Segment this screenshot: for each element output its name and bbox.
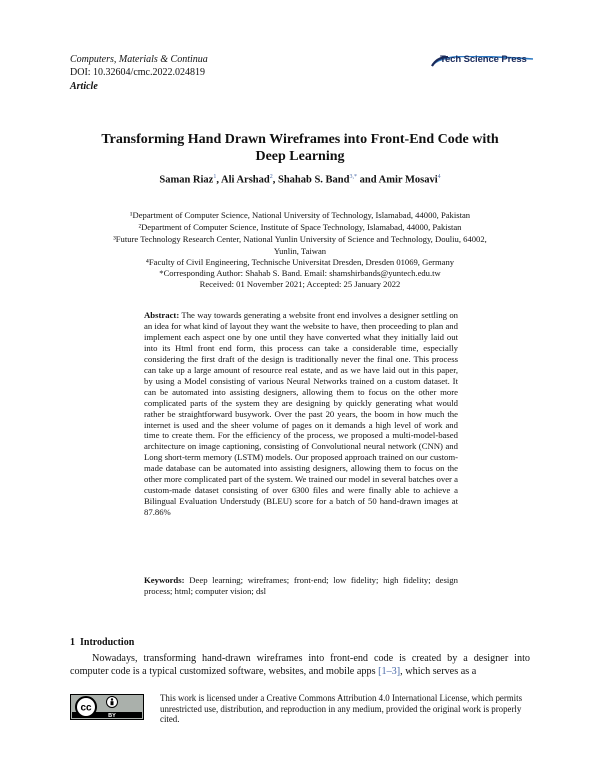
section-number: 1 <box>70 637 75 648</box>
affiliation-4: ⁴Faculty of Civil Engineering, Technische Universitat Dresden, Dresden 01069, Germany <box>145 257 455 267</box>
license-text: This work is licensed under a Creative Commons Attribution 4.0 International License, which permits unrestricted use, distribution, and reproduction in any medium, provided the original work is properly cited. <box>160 693 523 725</box>
by-text: BY <box>108 713 116 719</box>
section-heading <box>70 637 134 648</box>
publisher-logo-text: Tech Science Press <box>440 54 527 65</box>
abstract-text: The way towards generating a website front end involves a designer settling on an idea for what kind of layout they want the website to have, then proceeding to plan and implement each aspect one by one until they have converted what they initially laid out into its Html front end form, this process can take a considerable time, especially considering the first draft of the design is traditionally never the final one. This process can take up a large amount of resource real estate, and as we have laid out in this paper, by using a Model consisting of various Neural Networks trained on a custom dataset. It can be automated into assisting designers, allowing them to focus on the other more complicated parts of the system they are designing by quickly generating what would rather be straightforward busywork. Over the past 20 years, the boom in how much the internet is used and the sheer volume of pages on it demands a high level of work and time to create them. For the efficiency of the process, we proposed a multi-model-based architecture on image captioning, consisting of Convolutional neural network (CNN) and Long short-term memory (LSTM) models. Our proposed approach trained on our custom-made database can be automated into assisting designers, allowing them to focus on the other more complicated part of the system. We trained our model in several batches over a custom-made dataset consisting of over 6300 files and were finally able to achieve a Bilingual Evaluation Understudy (BLEU) score for a batch of 50 hand-drawn images at 87.86% <box>144 310 459 518</box>
intro-paragraph <box>70 653 530 678</box>
affiliation-3: ³Future Technology Research Center, National Yunlin University of Science and Technology, Douliu, 64002, <box>113 234 487 244</box>
article-type: Article <box>70 81 98 92</box>
section-title: Introduction <box>80 637 135 648</box>
author-separator: , <box>272 174 278 186</box>
cc-text: cc <box>80 702 92 714</box>
author-separator: , <box>216 174 221 186</box>
affiliation-1: ¹Department of Computer Science, National University of Technology, Islamabad, 44000, Pakistan <box>129 210 471 220</box>
doi: DOI: 10.32604/cmc.2022.024819 <box>70 67 205 78</box>
author-name: Ali Arshad <box>221 174 270 186</box>
author-name: Saman Riaz <box>159 174 214 186</box>
journal-name: Computers, Materials & Continua <box>70 54 208 65</box>
author-list <box>90 174 510 186</box>
citation-link[interactable]: [1–3] <box>378 665 401 677</box>
author-name: Shahab S. Band <box>277 174 350 186</box>
affiliation-3-cont: Yunlin, Taiwan <box>273 246 327 256</box>
intro-text: Nowadays, transforming hand-drawn wireframes into front-end code is created by a designer into computer code is a typical customized software, websites, and mobile apps <box>70 653 530 677</box>
intro-text-end: , which serves as a <box>400 665 477 677</box>
affiliation-2: ²Department of Computer Science, Institute of Space Technology, Islamabad, 44000, Pakistan <box>138 222 462 232</box>
author-affiliation-mark[interactable]: 3,* <box>349 174 357 180</box>
received-accepted: Received: 01 November 2021; Accepted: 25 January 2022 <box>199 279 401 289</box>
author-name: Amir Mosavi <box>378 174 438 186</box>
publisher-logo <box>430 54 534 68</box>
keywords-text: Deep learning; wireframes; front-end; low fidelity; high fidelity; design process; html; computer vision; dsl <box>144 575 458 596</box>
author-separator: and <box>357 174 379 186</box>
corresponding-author: *Corresponding Author: Shahab S. Band. Email: shamshirbands@yuntech.edu.tw <box>159 268 441 278</box>
cc-by-badge[interactable] <box>70 694 144 720</box>
paper-title: Transforming Hand Drawn Wireframes into Front-End Code with Deep Learning <box>101 132 499 164</box>
keywords <box>144 575 458 597</box>
author-affiliation-mark[interactable]: 1 <box>213 174 217 180</box>
cc-by-icon <box>70 694 144 720</box>
author-affiliation-mark[interactable]: 4 <box>437 174 441 180</box>
keywords-label: Keywords: <box>144 575 185 585</box>
author-affiliation-mark[interactable]: 2 <box>269 174 273 180</box>
abstract-label: Abstract: <box>144 310 180 320</box>
abstract <box>144 310 458 518</box>
